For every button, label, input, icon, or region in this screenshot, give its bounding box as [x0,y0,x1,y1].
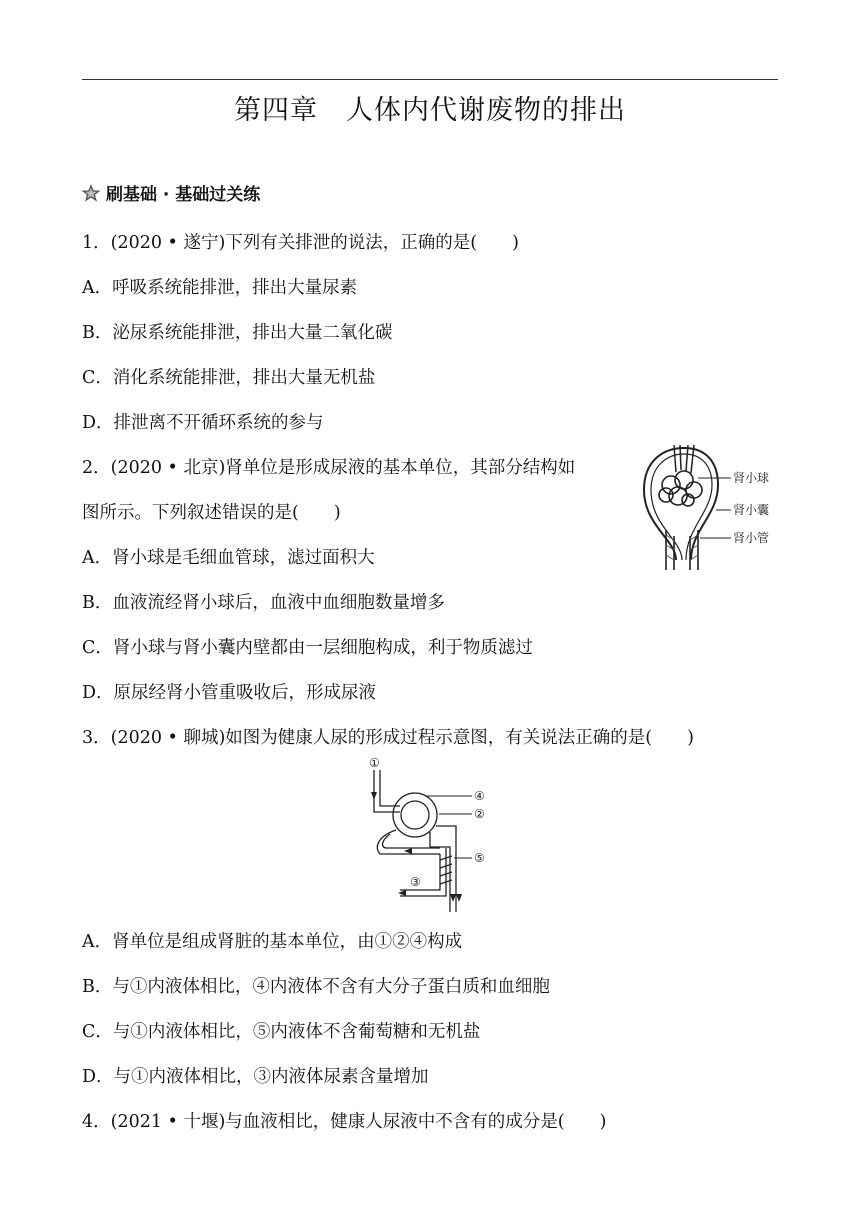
q2-option-a: A．肾小球是毛细血管球，滤过面积大 [82,548,375,568]
label-glomerulus: 肾小球 [733,471,770,485]
chapter-title: 第四章 人体内代谢废物的排出 [234,95,626,126]
label-2: ② [474,807,485,821]
section-label: 刷基础 · 基础过关练 [106,185,261,205]
urine-formation-figure [360,752,510,917]
q2-option-c: C．肾小球与肾小囊内壁都由一层细胞构成，利于物质滤过 [82,638,533,658]
label-5: ⑤ [474,851,485,865]
q1-option-b: B．泌尿系统能排泄，排出大量二氧化碳 [82,323,393,343]
q3-option-b: B．与①内液体相比，④内液体不含有大分子蛋白质和血细胞 [82,977,550,997]
section-heading [80,180,260,205]
label-tubule: 肾小管 [733,531,770,545]
q2-option-b: B．血液流经肾小球后，血液中血细胞数量增多 [82,593,445,613]
q3-option-a: A．肾单位是组成肾脏的基本单位，由①②④构成 [82,932,463,952]
nephron-figure [636,440,786,575]
label-capsule: 肾小囊 [733,503,770,517]
q3-option-c: C．与①内液体相比，⑤内液体不含葡萄糖和无机盐 [82,1022,481,1042]
q3-stem: 3．(2020 • 聊城)如图为健康人尿的形成过程示意图，有关说法正确的是( ) [82,728,694,748]
q4-stem: 4．(2021 • 十堰)与血液相比，健康人尿液中不含有的成分是( ) [82,1112,607,1132]
header-rule [82,79,778,80]
q2-stem-line2: 图所示。下列叙述错误的是( ) [82,503,341,523]
q2-option-d: D．原尿经肾小管重吸收后，形成尿液 [82,683,377,703]
q3-option-d: D．与①内液体相比，③内液体尿素含量增加 [82,1067,429,1087]
q1-stem: 1．(2020 • 遂宁)下列有关排泄的说法，正确的是( ) [82,233,519,253]
label-4: ④ [474,789,485,803]
label-3: ③ [410,875,421,889]
label-1: ① [369,756,380,770]
star-icon [80,183,102,203]
q1-option-c: C．消化系统能排泄，排出大量无机盐 [82,368,376,388]
q1-option-a: A．呼吸系统能排泄，排出大量尿素 [82,278,358,298]
q1-option-d: D．排泄离不开循环系统的参与 [82,413,324,433]
q2-stem-line1: 2．(2020 • 北京)肾单位是形成尿液的基本单位，其部分结构如 [82,458,576,478]
